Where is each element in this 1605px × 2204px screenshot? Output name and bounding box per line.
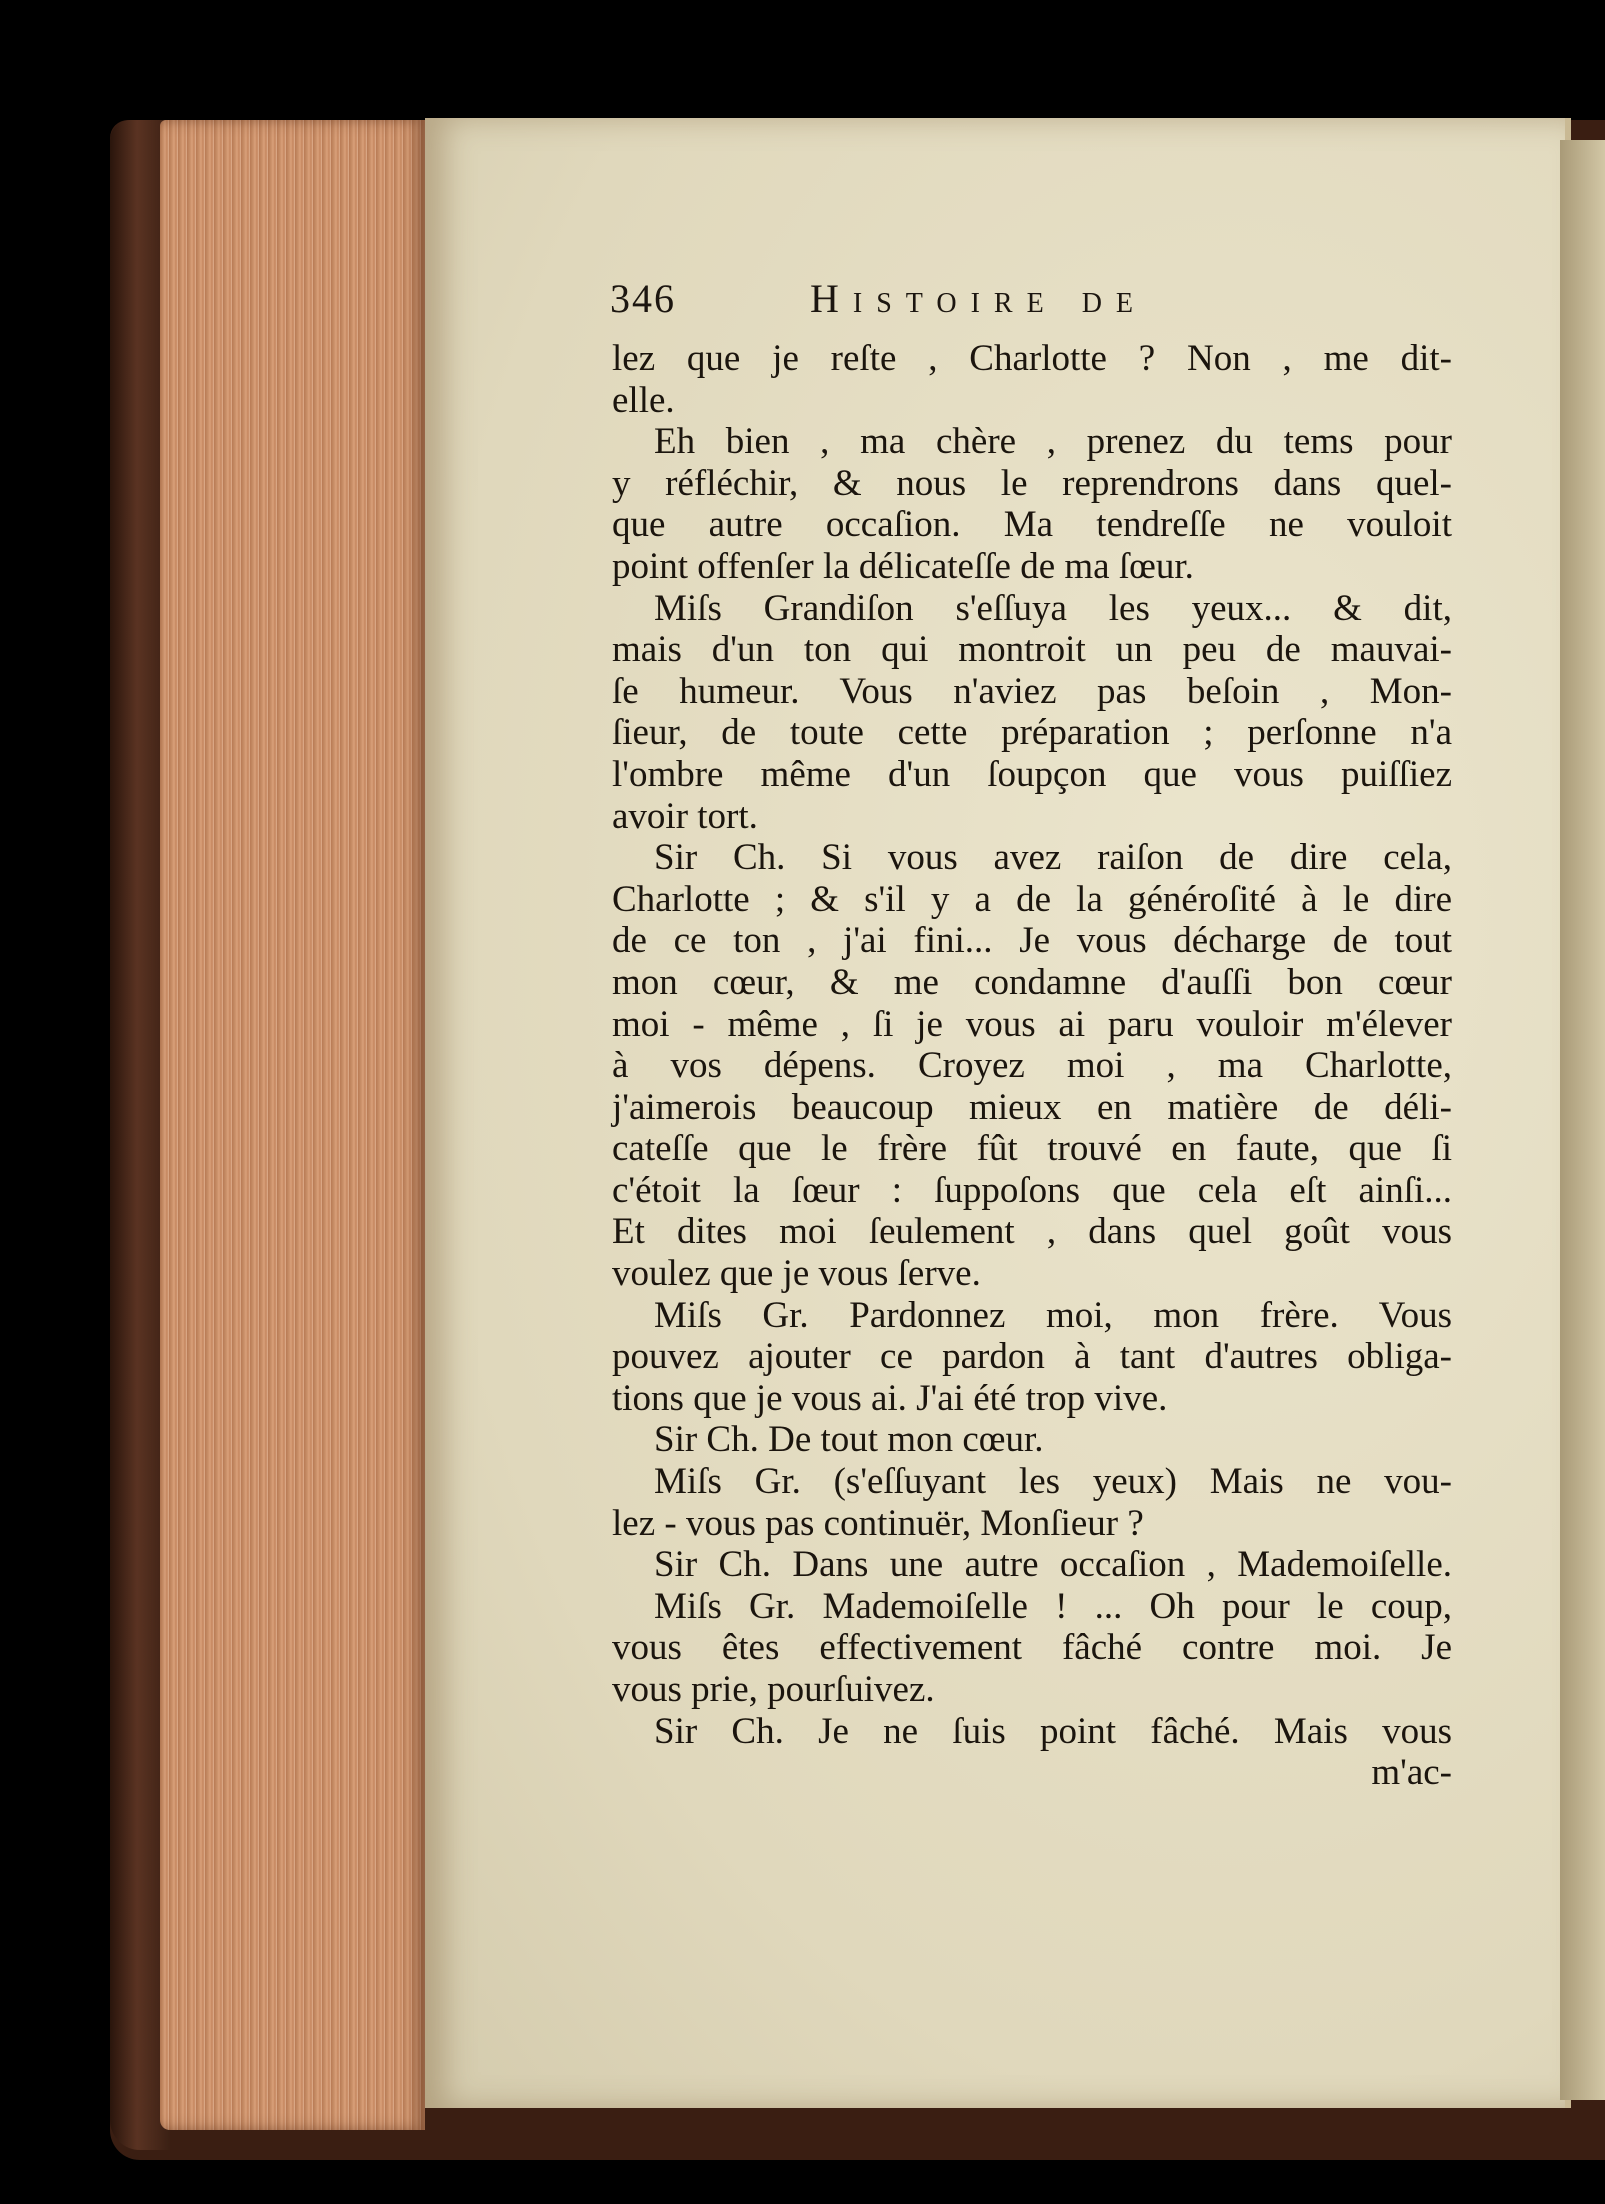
text-line: Eh bien , ma chère , prenez du tems pour <box>654 421 1452 463</box>
text-line: l'ombre même d'un ſoupçon que vous puiſſiez <box>612 753 1452 795</box>
text-line: mon cœur, & me condamne d'auſſi bon cœur <box>612 961 1452 1003</box>
text-line: j'aimerois beaucoup mieux en matière de déli- <box>612 1086 1452 1128</box>
text-line: vous prie, pourſuivez. <box>612 1669 935 1710</box>
text-line: Et dites moi ſeulement , dans quel goût vous <box>612 1211 1452 1253</box>
text-line: que autre occaſion. Ma tendreſſe ne vouloit <box>612 504 1452 546</box>
page-edges <box>160 120 425 2130</box>
text-line: voulez que je vous ſerve. <box>612 1253 981 1295</box>
text-line: avoir tort. <box>612 795 758 837</box>
text-line: c'étoit la ſœur : ſuppoſons que cela eſt ainſi... <box>612 1169 1452 1211</box>
text-line: y réfléchir, & nous le reprendrons dans quel- <box>612 462 1452 504</box>
text-line: lez - vous pas continuër, Monſieur ? <box>612 1502 1144 1544</box>
text-line: pouvez ajouter ce pardon à tant d'autres obliga- <box>612 1336 1452 1378</box>
running-title: Histoire de <box>810 276 1148 321</box>
page-number: 346 <box>610 276 676 321</box>
text-line: cateſſe que le frère fût trouvé en faute, que ſi <box>612 1128 1452 1170</box>
text-line: Sir Ch. De tout mon cœur. <box>654 1419 1044 1461</box>
text-line: Charlotte ; & s'il y a de la généroſité à le dire <box>612 878 1452 920</box>
text-line: Miſs Grandiſon s'eſſuya les yeux... & dit, <box>654 587 1452 629</box>
text-line: point offenſer la délicateſſe de ma ſœur. <box>612 545 1194 587</box>
text-line: Miſs Gr. (s'eſſuyant les yeux) Mais ne vou- <box>654 1461 1452 1503</box>
text-line: Sir Ch. Je ne ſuis point fâché. Mais vous <box>654 1710 1452 1752</box>
catchword: m'ac- <box>1371 1752 1452 1794</box>
text-line: Miſs Gr. Pardonnez moi, mon frère. Vous <box>654 1294 1452 1336</box>
text-line: elle. <box>612 379 675 421</box>
text-line: tions que je vous ai. J'ai été trop vive. <box>612 1377 1168 1419</box>
text-line: mais d'un ton qui montroit un peu de mauvai- <box>612 629 1452 671</box>
body-text <box>612 338 1452 1794</box>
text-line: Sir Ch. Si vous avez raiſon de dire cela, <box>654 837 1452 879</box>
text-line: vous êtes effectivement fâché contre moi. Je <box>612 1627 1452 1669</box>
text-line: lez que je reſte , Charlotte ? Non , me dit- <box>612 338 1452 379</box>
text-line: de ce ton , j'ai fini... Je vous décharge de tout <box>612 920 1452 962</box>
text-line: à vos dépens. Croyez moi , ma Charlotte, <box>612 1045 1452 1087</box>
text-line: ſe humeur. Vous n'aviez pas beſoin , Mon- <box>612 670 1452 712</box>
text-line: ſieur, de toute cette préparation ; perſonne n'a <box>612 712 1452 754</box>
text-line: moi - même , ſi je vous ai paru vouloir m'élever <box>612 1003 1452 1045</box>
text-line: Sir Ch. Dans une autre occaſion , Mademoiſelle. <box>654 1544 1452 1586</box>
text-line: Miſs Gr. Mademoiſelle ! ... Oh pour le coup, <box>654 1585 1452 1627</box>
facing-page-edge <box>1560 140 1605 2100</box>
